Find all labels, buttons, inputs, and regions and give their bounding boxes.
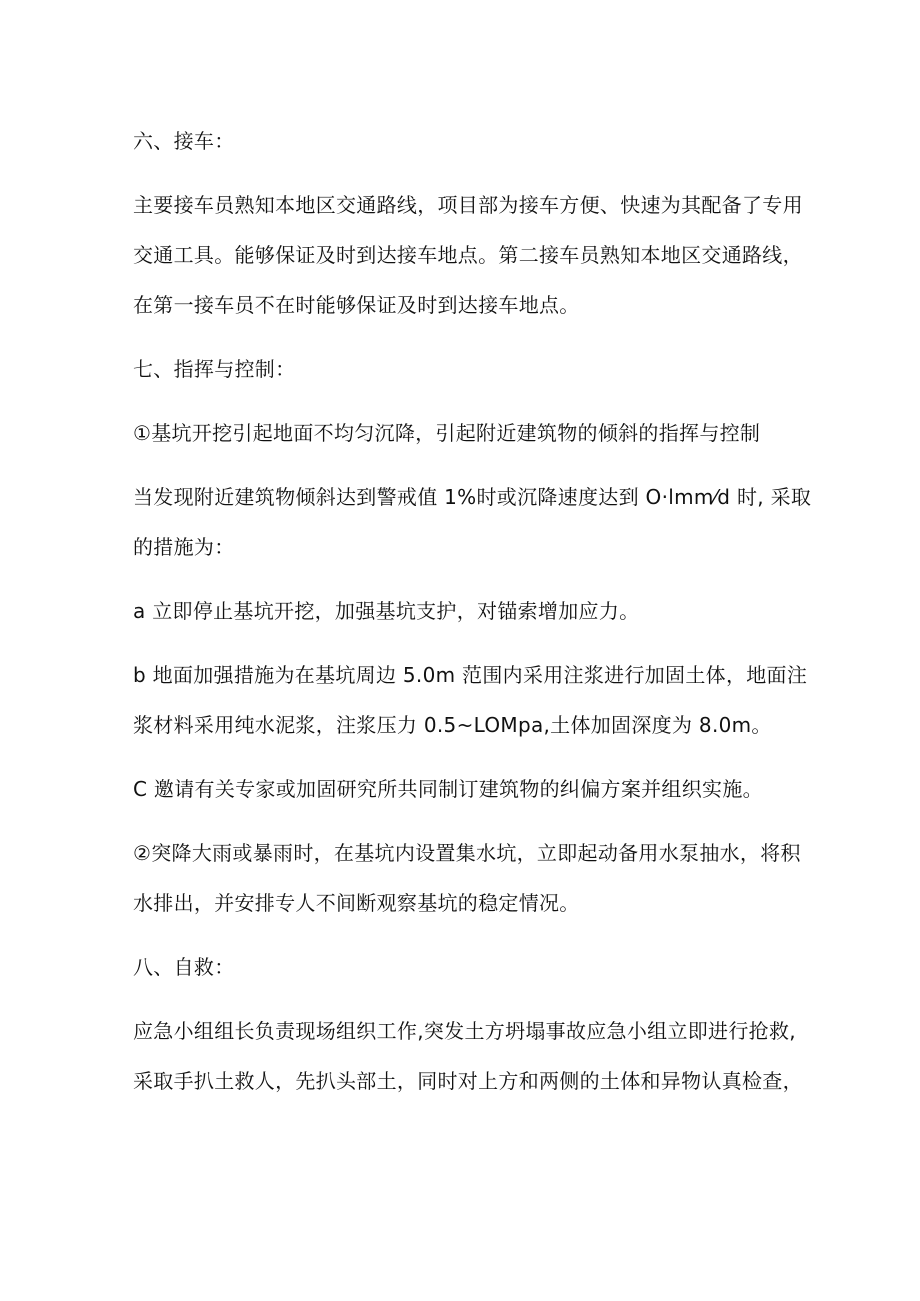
text-line: 浆材料采用纯水泥浆，注浆压力 0.5~LOMpa,土体加固深度为 8.0m。 [133, 713, 772, 737]
paragraph-measure-b [133, 650, 808, 750]
text-line: 的措施为： [133, 535, 235, 559]
text-line: 六、接车： [133, 129, 235, 153]
text-line: 交通工具。能够保证及时到达接车地点。第二接车员熟知本地区交通路线， [133, 243, 803, 267]
paragraph-rescue-organization [133, 1006, 803, 1106]
text-line: 应急小组组长负责现场组织工作,突发土方坍塌事故应急小组立即进行抢救, [133, 1019, 796, 1043]
text-line: C 邀请有关专家或加固研究所共同制订建筑物的纠偏方案并组织实施。 [133, 777, 763, 801]
text-line: 主要接车员熟知本地区交通路线，项目部为接车方便、快速为其配备了专用 [133, 193, 803, 217]
heading-command-control [133, 344, 800, 394]
text-line: 八、自救： [133, 955, 235, 979]
paragraph-measure-a [133, 586, 800, 636]
paragraph-heavy-rain [133, 828, 800, 928]
heading-pickup [133, 116, 800, 166]
paragraph-settlement-control [133, 408, 800, 458]
paragraph-measure-c [133, 764, 800, 814]
paragraph-pickup-staff [133, 180, 803, 330]
text-line: a 立即停止基坑开挖，加强基坑支护，对锚索增加应力。 [133, 599, 640, 623]
text-line: 采取手扒土救人，先扒头部土，同时对上方和两侧的土体和异物认真检查， [133, 1069, 803, 1093]
text-line: 水排出，并安排专人不间断观察基坑的稳定情况。 [133, 891, 580, 915]
text-line: 七、指挥与控制： [133, 357, 296, 381]
text-line: 在第一接车员不在时能够保证及时到达接车地点。 [133, 293, 580, 317]
text-line: 当发现附近建筑物倾斜达到警戒值 1%时或沉降速度达到 O·lmm⁄d 时, 采取 [133, 485, 812, 509]
text-line: ①基坑开挖引起地面不均匀沉降，引起附近建筑物的倾斜的指挥与控制 [133, 421, 761, 445]
text-line: b 地面加强措施为在基坑周边 5.0m 范围内采用注浆进行加固土体，地面注 [133, 663, 808, 687]
heading-self-rescue [133, 942, 800, 992]
paragraph-warning-measures [133, 472, 812, 572]
text-line: ②突降大雨或暴雨时，在基坑内设置集水坑，立即起动备用水泵抽水，将积 [133, 841, 801, 865]
